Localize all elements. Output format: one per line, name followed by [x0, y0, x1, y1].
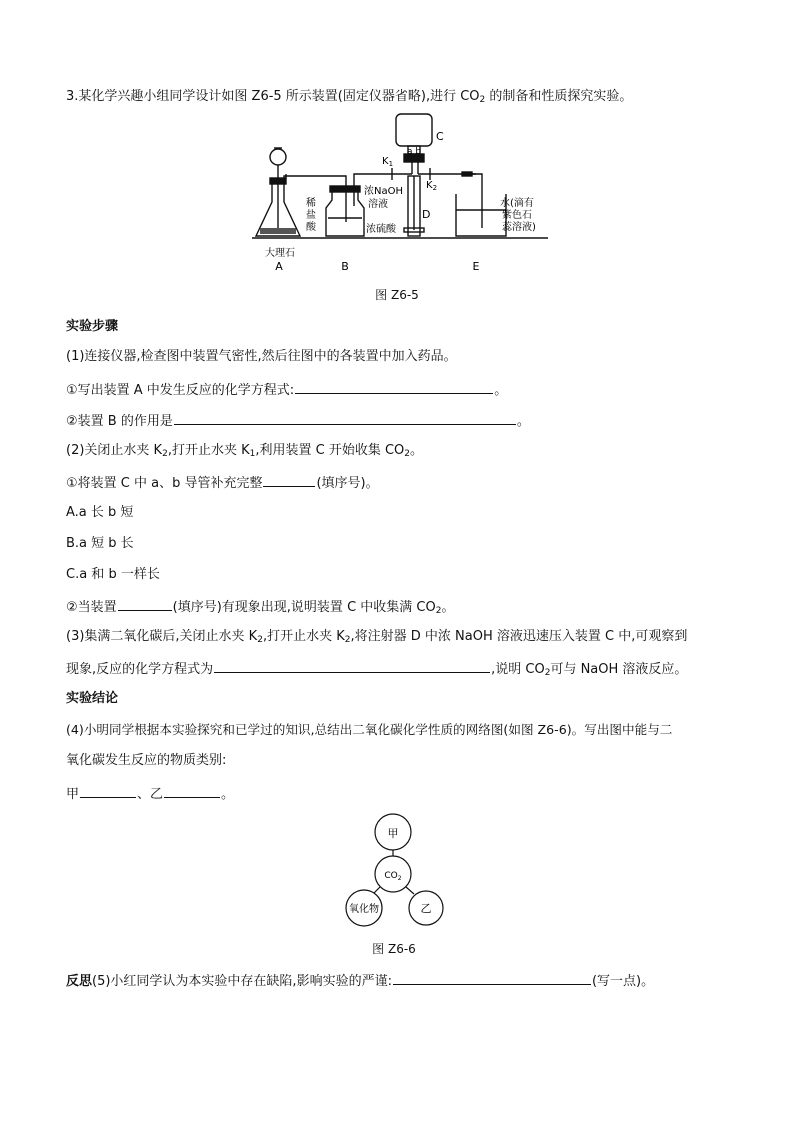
- step-2-1: ①将装置 C 中 a、b 导管补充完整 (填序号)。: [66, 473, 379, 493]
- answer-blank-2[interactable]: [174, 411, 516, 425]
- answer-blank-yi[interactable]: [164, 784, 220, 798]
- label-h2so4: 浓硫酸: [366, 224, 396, 235]
- option-a: A.a 长 b 短: [66, 505, 134, 520]
- label-ab: a b: [407, 147, 422, 157]
- step-4-line-2: 氧化碳发生反应的物质类别:: [66, 753, 227, 768]
- apparatus-diagram: [250, 110, 550, 280]
- label-D: D: [422, 208, 431, 221]
- answer-blank-jia[interactable]: [80, 784, 136, 798]
- node-jia: 甲: [387, 827, 399, 840]
- label-water-1: 水(滴有: [500, 198, 534, 209]
- label-A: A: [275, 260, 283, 273]
- figure-caption-z6-5: 图 Z6-5: [375, 288, 419, 302]
- step-1-2: ②装置 B 的作用是 。: [66, 411, 530, 431]
- label-marble: 大理石: [265, 248, 295, 259]
- option-b: B.a 短 b 长: [66, 536, 134, 551]
- step-2-2: ②当装置 (填序号)有现象出现,说明装置 C 中收集满 $CO_2$。: [66, 597, 454, 617]
- answer-blank-1[interactable]: [295, 380, 493, 394]
- label-naoh-1: 浓NaOH: [364, 186, 403, 197]
- label-acid-1: 稀: [306, 198, 316, 209]
- option-c: C.a 和 b 一样长: [66, 567, 160, 582]
- label-acid-2: 盐: [306, 210, 316, 221]
- section-title-conclusion: 实验结论: [66, 691, 119, 706]
- label-acid-3: 酸: [306, 222, 316, 233]
- step-3-line-2: 现象,反应的化学方程式为 ,说明 $CO_2$可与 NaOH 溶液反应。: [66, 659, 687, 679]
- label-k1: $K_1$: [382, 156, 394, 168]
- label-naoh-2: 溶液: [368, 199, 388, 210]
- step-5: 反思(5)小红同学认为本实验中存在缺陷,影响实验的严谨: (写一点)。: [66, 971, 654, 991]
- answer-blank-5[interactable]: [214, 659, 490, 673]
- answer-blank-3[interactable]: [263, 473, 315, 487]
- step-2: (2)关闭止水夹 $K_2$,打开止水夹 $K_1$,利用装置 C 开始收集 $CO_2$。: [66, 443, 424, 459]
- figure-caption-z6-6: 图 Z6-6: [372, 942, 416, 956]
- label-water-2: 紫色石: [502, 210, 532, 221]
- section-title-steps: 实验步骤: [66, 319, 119, 334]
- step-1: (1)连接仪器,检查图中装置气密性,然后往图中的各装置中加入药品。: [66, 349, 457, 364]
- label-water-3: 蕊溶液): [502, 222, 536, 233]
- node-oxide: 氧化物: [349, 904, 379, 915]
- step-3-line-1: (3)集满二氧化碳后,关闭止水夹 $K_2$,打开止水夹 $K_2$,将注射器 D 中浓 NaOH 溶液迅速压入装置 C 中,可观察到: [66, 629, 688, 645]
- answer-blank-6[interactable]: [393, 971, 591, 985]
- node-yi: 乙: [420, 902, 432, 915]
- step-4-answers: 甲 、乙 。: [66, 784, 234, 804]
- node-co2: $CO_2$: [384, 871, 402, 882]
- label-B: B: [341, 260, 349, 273]
- question-intro: 3.某化学兴趣小组同学设计如图 Z6-5 所示装置(固定仪器省略),进行 $CO_2$ 的制备和性质探究实验。: [66, 89, 633, 105]
- answer-blank-4[interactable]: [118, 597, 172, 611]
- step-1-1: ①写出装置 A 中发生反应的化学方程式: 。: [66, 380, 507, 400]
- co2-network-diagram: [330, 812, 460, 932]
- step-4-line-1: (4)小明同学根据本实验探究和已学过的知识,总结出二氧化碳化学性质的网络图(如图 Z6-6)。写出图中能与二: [66, 722, 673, 737]
- label-C: C: [436, 130, 444, 143]
- label-E: E: [472, 260, 480, 273]
- label-k2: $K_2$: [426, 180, 438, 192]
